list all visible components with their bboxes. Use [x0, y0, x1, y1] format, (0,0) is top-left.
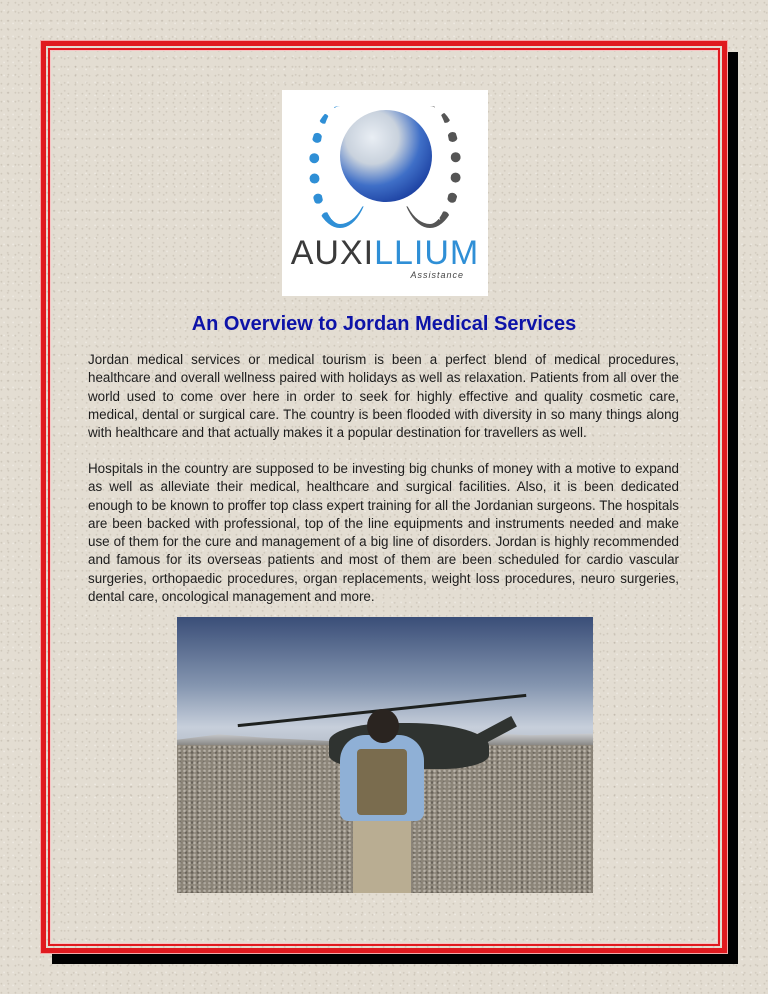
- photo-person-vest: [357, 749, 407, 815]
- paragraph-intro: Jordan medical services or medical tourism is been a perfect blend of medical procedures, healthcare and overall wellness paired with holidays as well as relaxation. Patients from all over the world used to come over here in order to seek for highly effective and quality cosmetic care, medical, dental or surgical care. The country is been flooded with diversity in so many things along with healthcare and that actually makes it a popular destination for travellers as well.: [88, 352, 679, 441]
- photo-person-head: [367, 709, 399, 743]
- photo-person-legs: [353, 821, 411, 893]
- globe-icon: [340, 110, 432, 202]
- brand-name-part1: AUXI: [290, 234, 375, 272]
- brand-name: [291, 236, 480, 270]
- paragraph-hospitals: Hospitals in the country are supposed to be investing big chunks of money with a motive to expand as well as alleviate their medical, healthcare and surgical facilities. Also, it is been dedicated enough to be known to proffer top class expert training for all the Jordanian surgeons. The hospitals are been backed with professional, top of the line equipments and instruments needed and make use of them for the cure and management of a big line of disorders. Jordan is highly recommended and famous for its overseas patients and most of them are been scheduled for cardio vascular surgeries, orthopaedic procedures, organ replacements, weight loss procedures, neuro surgeries, dental care, oncological management and more.: [88, 461, 679, 605]
- globe-laurel-icon: [295, 100, 475, 230]
- brand-name-part2: LLIUM: [374, 234, 480, 272]
- brand-tagline: Assistance: [410, 270, 464, 280]
- auxilium-logo: [282, 90, 488, 296]
- helicopter-photo: [177, 617, 593, 893]
- page-title: An Overview to Jordan Medical Services: [191, 313, 577, 335]
